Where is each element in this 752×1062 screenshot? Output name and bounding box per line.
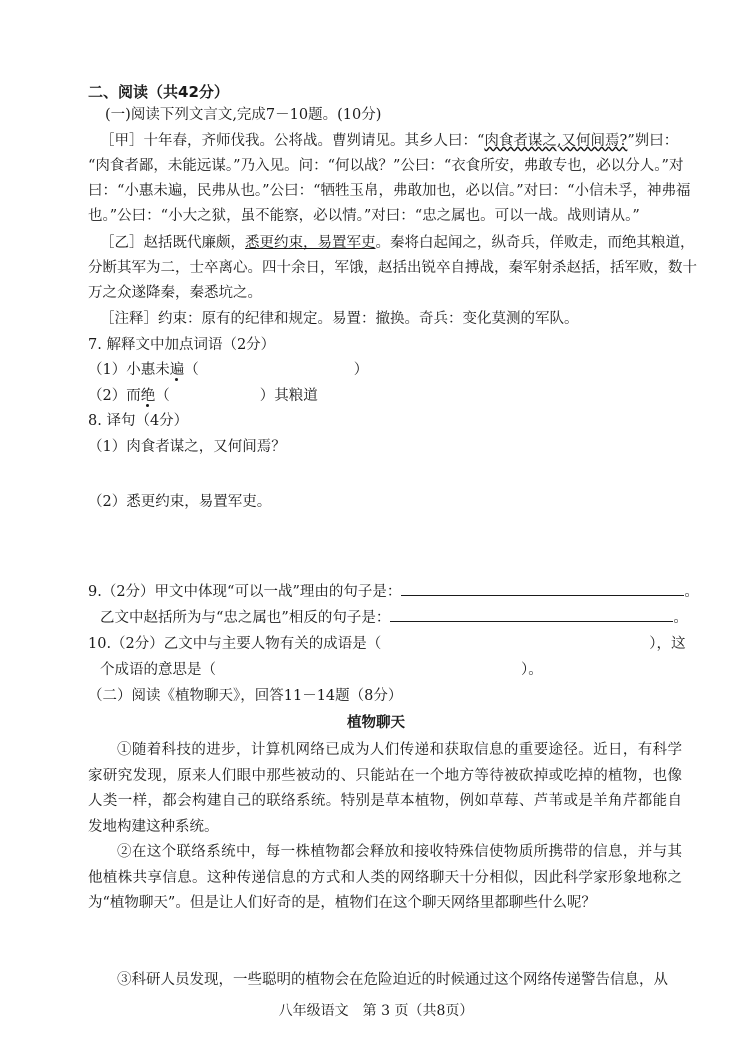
question-8-item-1: （1）肉食者谋之，又何间焉？	[88, 439, 286, 455]
wavy-underlined-sentence: 肉食者谋之,又何间焉?	[484, 133, 628, 149]
part1-intro: (一)阅读下列文言文,完成7－10题。(10分)	[105, 107, 382, 123]
question-10-line-2: 个成语的意思是（ ）。	[100, 662, 543, 678]
question-8-item-2: （2）悉更约束，易置军吏。	[88, 494, 272, 510]
answer-line[interactable]	[390, 607, 673, 622]
question-7-title: 7. 解释文中加点词语（2分）	[88, 337, 276, 353]
underlined-sentence: 悉更约束，易置军吏	[245, 235, 376, 251]
passage-jia-line-1: ［甲］十年春，齐师伐我。公将战。曹刿请见。其乡人曰：“肉食者谋之,又何间焉?”刿曰：	[100, 133, 679, 149]
question-9-line-2: 乙文中赵括所为与“忠之属也”相反的句子是： 。	[100, 607, 688, 629]
passage-yi-line-1: ［乙］赵括既代廉颇，悉更约束，易置军吏。秦将白起闻之，纵奇兵，佯败走，而绝其粮道，	[100, 235, 695, 251]
page-footer: 八年级语文 第 3 页（共8页）	[278, 1003, 474, 1019]
passage-jia-line-3: 曰：“小惠未遍，民弗从也。”公曰：“牺牲玉帛，弗敢加也，必以信。”对曰：“小信未孚，神弗福	[88, 183, 691, 199]
question-7-item-1: （1）小惠未遍（ ）	[88, 362, 369, 378]
article-paragraph-1: ①随着科技的进步，计算机网络已成为人们传递和获取信息的重要途径。近日，有科学家研究发现，原来人们眼中那些被动的、只能站在一个地方等待被砍掉或吃掉的植物，也像人类一样，都会构建自己的联络系统。特别是草本植物，例如草莓、芦苇或是羊角芹都能自发地构建这种系统。	[88, 742, 682, 835]
question-10-line-1: 10.（2分）乙文中与主要人物有关的成语是（ ），这	[88, 636, 686, 652]
section-heading: 二、阅读（共42分）	[88, 83, 229, 101]
passage-jia-line-2: “肉食者鄙，未能远谋。”乃入见。问：“何以战？”公曰：“衣食所安，弗敢专也，必以分人。”对	[88, 158, 684, 174]
part2-intro: （二）阅读《植物聊天》，回答11－14题（8分）	[88, 688, 403, 704]
article-title: 植物聊天	[347, 715, 405, 731]
article-paragraph-2: ②在这个联络系统中，每一株植物都会释放和接收特殊信使物质所携带的信息，并与其他植株共享信息。这种传递信息的方式和人类的网络聊天十分相似，因此科学家形象地称之为“植物聊天”。但是让人们好奇的是，植物们在这个聊天网络里都聊些什么呢？	[88, 844, 682, 911]
question-9-line-1: 9.（2分）甲文中体现“可以一战”理由的句子是： 。	[88, 581, 699, 603]
question-8-title: 8. 译句（4分）	[88, 413, 189, 429]
passage-yi-line-2: 分断其军为二，士卒离心。四十余日，军饿，赵括出锐卒自搏战，秦军射杀赵括，括军败，数十	[88, 260, 697, 276]
passage-jia-line-4: 也。”公曰：“小大之狱，虽不能察，必以情。”对曰：“忠之属也。可以一战。战则请从。”	[88, 208, 640, 224]
dotted-word: 遍	[169, 362, 185, 378]
question-7-item-2: （2）而绝（ ）其粮道	[88, 388, 318, 404]
passage-yi-line-3: 万之众遂降秦，秦悉坑之。	[88, 285, 262, 301]
annotation-note: ［注释］约束：原有的纪律和规定。易置：撤换。奇兵：变化莫测的军队。	[100, 311, 579, 327]
article-paragraph-3: ③科研人员发现，一些聪明的植物会在危险迫近的时候通过这个网络传递警告信息，从	[117, 972, 668, 988]
dotted-word: 绝	[140, 388, 156, 404]
answer-line[interactable]	[401, 581, 684, 596]
